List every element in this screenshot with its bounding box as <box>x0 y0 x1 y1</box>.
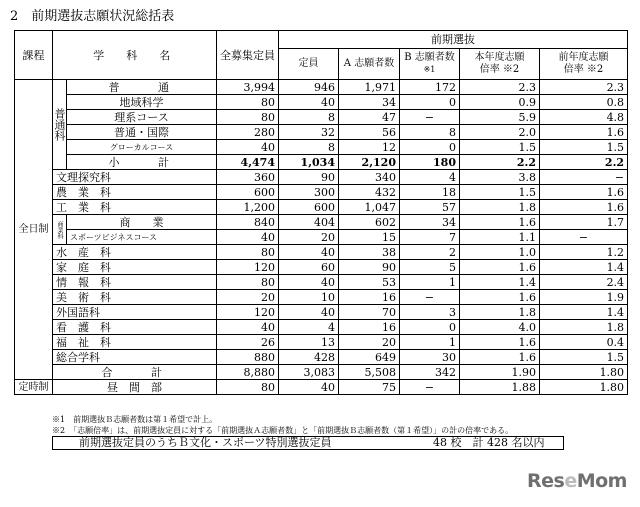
row-quota: 428 <box>279 350 339 365</box>
logo-part-1: Res <box>527 470 565 492</box>
row-total: 4,474 <box>217 155 279 170</box>
row-name: 総合学科 <box>53 350 217 365</box>
row-a: 70 <box>339 305 400 320</box>
row-prev: 0.4 <box>540 335 628 350</box>
row-total: 280 <box>217 125 279 140</box>
row-now: 1.88 <box>460 380 540 395</box>
row-name: 看 護 科 <box>53 320 217 335</box>
row-total: 80 <box>217 380 279 395</box>
row-total: 8,880 <box>217 365 279 380</box>
row-a: 649 <box>339 350 400 365</box>
row-now: 1.6 <box>460 290 540 305</box>
row-b: 4 <box>400 170 460 185</box>
row-quota: 20 <box>279 230 339 245</box>
header-b-label: B 志願者数 <box>404 52 455 63</box>
row-quota: 404 <box>279 215 339 230</box>
course-general: 普通科 <box>53 80 67 170</box>
row-b: 0 <box>400 95 460 110</box>
row-quota: 3,083 <box>279 365 339 380</box>
row-prev: − <box>540 170 628 185</box>
row-now: 1.6 <box>460 350 540 365</box>
row-a: 1,047 <box>339 200 400 215</box>
row-name: 普 通 <box>67 80 217 95</box>
row-quota: 13 <box>279 335 339 350</box>
row-now: 1.6 <box>460 260 540 275</box>
row-total: 880 <box>217 350 279 365</box>
row-total: 40 <box>217 320 279 335</box>
row-quota: 10 <box>279 290 339 305</box>
row-name: スポーツビジネスコース <box>67 230 217 245</box>
row-b: 3 <box>400 305 460 320</box>
row-quota: 946 <box>279 80 339 95</box>
row-quota: 40 <box>279 95 339 110</box>
row-name: 美 術 科 <box>53 290 217 305</box>
row-b: 7 <box>400 230 460 245</box>
sports-quota-value: 48 校 計 428 名以内 <box>433 436 545 449</box>
header-ratio-prev-note: 倍率 ※2 <box>563 64 604 75</box>
row-now: 1.5 <box>460 140 540 155</box>
row-total: 360 <box>217 170 279 185</box>
row-name: 家 庭 科 <box>53 260 217 275</box>
row-prev: 2.4 <box>540 275 628 290</box>
row-a: 15 <box>339 230 400 245</box>
row-quota: 4 <box>279 320 339 335</box>
row-quota: 600 <box>279 200 339 215</box>
row-prev: 1.6 <box>540 185 628 200</box>
row-a: 38 <box>339 245 400 260</box>
row-now: 1.5 <box>460 185 540 200</box>
page-title: 2 前期選抜志願状況総括表 <box>10 9 175 24</box>
row-b: 0 <box>400 140 460 155</box>
row-prev: 1.9 <box>540 290 628 305</box>
row-name: 商 業 <box>67 215 217 230</box>
row-a: 34 <box>339 95 400 110</box>
row-a: 16 <box>339 290 400 305</box>
row-b: − <box>400 380 460 395</box>
row-prev: 1.7 <box>540 215 628 230</box>
row-a: 53 <box>339 275 400 290</box>
row-b: 8 <box>400 125 460 140</box>
row-total: 80 <box>217 275 279 290</box>
row-quota: 60 <box>279 260 339 275</box>
row-a: 12 <box>339 140 400 155</box>
row-name: 合 計 <box>53 365 217 380</box>
course-night: 定時制 <box>15 380 53 395</box>
row-a: 56 <box>339 125 400 140</box>
row-a: 1,971 <box>339 80 400 95</box>
sports-quota-label: 前期選抜定員のうちＢ文化・スポーツ特別選抜定員 <box>79 436 332 449</box>
row-quota: 32 <box>279 125 339 140</box>
row-total: 3,994 <box>217 80 279 95</box>
row-name: 小 計 <box>67 155 217 170</box>
header-subject: 学 科 名 <box>53 31 217 80</box>
row-now: 0.9 <box>460 95 540 110</box>
row-b: 342 <box>400 365 460 380</box>
row-name: 福 祉 科 <box>53 335 217 350</box>
row-now: 2.2 <box>460 155 540 170</box>
row-a: 5,508 <box>339 365 400 380</box>
footnotes <box>52 414 513 436</box>
row-name: 工 業 科 <box>53 200 217 215</box>
row-name: 普通・国際 <box>67 125 217 140</box>
row-b: 0 <box>400 320 460 335</box>
row-a: 16 <box>339 320 400 335</box>
row-total: 80 <box>217 245 279 260</box>
row-prev: − <box>540 230 628 245</box>
row-now: 1.1 <box>460 230 540 245</box>
row-b: − <box>400 110 460 125</box>
row-total: 840 <box>217 215 279 230</box>
row-b: 180 <box>400 155 460 170</box>
row-b: 57 <box>400 200 460 215</box>
row-name: 農 業 科 <box>53 185 217 200</box>
row-total: 26 <box>217 335 279 350</box>
header-a-count: A 志願者数 <box>339 49 400 80</box>
row-now: 2.0 <box>460 125 540 140</box>
row-a: 602 <box>339 215 400 230</box>
resemom-logo <box>527 470 627 492</box>
row-total: 120 <box>217 305 279 320</box>
row-total: 600 <box>217 185 279 200</box>
header-quota: 定員 <box>279 49 339 80</box>
row-total: 120 <box>217 260 279 275</box>
row-b: 5 <box>400 260 460 275</box>
row-now: 1.8 <box>460 200 540 215</box>
row-a: 20 <box>339 335 400 350</box>
row-a: 90 <box>339 260 400 275</box>
row-prev: 1.80 <box>540 365 628 380</box>
course-day: 全日制 <box>15 80 53 380</box>
row-prev: 1.5 <box>540 350 628 365</box>
row-prev: 1.2 <box>540 245 628 260</box>
row-a: 75 <box>339 380 400 395</box>
row-b: 1 <box>400 275 460 290</box>
row-prev: 1.4 <box>540 260 628 275</box>
row-quota: 90 <box>279 170 339 185</box>
row-total: 20 <box>217 290 279 305</box>
row-quota: 40 <box>279 275 339 290</box>
row-quota: 1,034 <box>279 155 339 170</box>
footnote-1: ※1 前期選抜Ｂ志願者数は第１希望で計上。 <box>52 415 218 424</box>
row-name: 外国語科 <box>53 305 217 320</box>
row-quota: 300 <box>279 185 339 200</box>
summary-table <box>14 30 628 395</box>
row-prev: 1.8 <box>540 320 628 335</box>
row-prev: 1.6 <box>540 200 628 215</box>
row-quota: 40 <box>279 305 339 320</box>
row-now: 1.8 <box>460 305 540 320</box>
header-ratio-prev-label: 前年度志願 <box>558 52 609 63</box>
row-prev: 0.8 <box>540 95 628 110</box>
header-total: 全募集定員 <box>217 31 279 80</box>
row-now: 4.0 <box>460 320 540 335</box>
row-b: − <box>400 290 460 305</box>
row-quota: 8 <box>279 110 339 125</box>
header-b-note: ※1 <box>423 65 436 74</box>
course-commerce: 商業科 <box>53 215 67 245</box>
header-group: 前期選抜 <box>279 31 628 49</box>
row-name: グローカルコース <box>67 140 217 155</box>
sports-quota-box <box>52 436 564 450</box>
row-now: 1.4 <box>460 275 540 290</box>
row-name: 理系コース <box>67 110 217 125</box>
row-now: 3.8 <box>460 170 540 185</box>
row-total: 80 <box>217 95 279 110</box>
header-course: 課程 <box>15 31 53 80</box>
row-name: 情 報 科 <box>53 275 217 290</box>
row-quota: 40 <box>279 245 339 260</box>
row-a: 2,120 <box>339 155 400 170</box>
row-name: 地域科学 <box>67 95 217 110</box>
row-b: 30 <box>400 350 460 365</box>
row-quota: 40 <box>279 380 339 395</box>
row-quota: 8 <box>279 140 339 155</box>
row-prev: 2.2 <box>540 155 628 170</box>
logo-part-3: Mom <box>576 470 627 492</box>
row-name: 文理探究科 <box>53 170 217 185</box>
row-b: 2 <box>400 245 460 260</box>
row-now: 2.3 <box>460 80 540 95</box>
row-now: 5.9 <box>460 110 540 125</box>
row-total: 80 <box>217 110 279 125</box>
row-prev: 2.3 <box>540 80 628 95</box>
row-now: 1.90 <box>460 365 540 380</box>
row-b: 172 <box>400 80 460 95</box>
footnote-2: ※2 「志願倍率」は、前期選抜定員に対する「前期選抜Ａ志願者数」と「前期選抜Ｂ志願者数（第１希望）」の計の倍率である。 <box>52 426 514 435</box>
row-now: 1.6 <box>460 215 540 230</box>
row-b: 34 <box>400 215 460 230</box>
row-name: 昼 間 部 <box>53 380 217 395</box>
header-ratio-now-label: 本年度志願 <box>474 52 525 63</box>
header-ratio-prev <box>540 49 628 80</box>
row-prev: 1.4 <box>540 305 628 320</box>
row-now: 1.6 <box>460 335 540 350</box>
row-b: 18 <box>400 185 460 200</box>
row-now: 1.0 <box>460 245 540 260</box>
row-a: 340 <box>339 170 400 185</box>
row-b: 1 <box>400 335 460 350</box>
row-a: 47 <box>339 110 400 125</box>
header-ratio-now <box>460 49 540 80</box>
header-b-count <box>400 49 460 80</box>
row-total: 40 <box>217 140 279 155</box>
row-name: 水 産 科 <box>53 245 217 260</box>
row-a: 432 <box>339 185 400 200</box>
header-ratio-now-note: 倍率 ※2 <box>479 64 520 75</box>
row-prev: 1.80 <box>540 380 628 395</box>
row-total: 1,200 <box>217 200 279 215</box>
row-prev: 1.6 <box>540 125 628 140</box>
row-total: 40 <box>217 230 279 245</box>
row-prev: 4.8 <box>540 110 628 125</box>
logo-part-2: e <box>564 470 577 492</box>
row-prev: 1.5 <box>540 140 628 155</box>
